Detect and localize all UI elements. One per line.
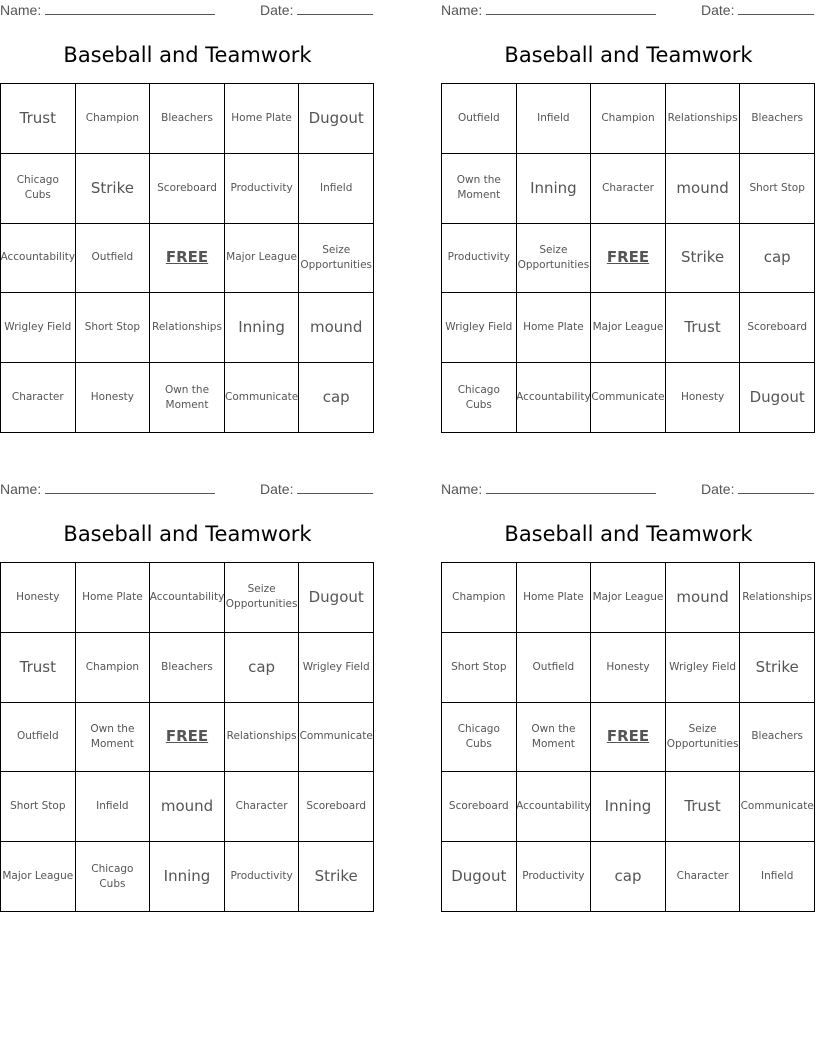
bingo-cell[interactable]: Wrigley Field <box>442 293 517 363</box>
bingo-cell[interactable]: Major League <box>591 563 666 633</box>
bingo-cell[interactable]: Home Plate <box>517 563 592 633</box>
bingo-cell[interactable]: Outfield <box>517 633 592 703</box>
name-label: Name: <box>441 2 483 18</box>
bingo-cell[interactable]: cap <box>740 224 815 294</box>
bingo-cell[interactable]: Honesty <box>666 363 741 433</box>
name-label: Name: <box>441 481 483 497</box>
bingo-cell[interactable]: Own the Moment <box>517 703 592 773</box>
bingo-cell[interactable]: Communicate <box>740 772 815 842</box>
bingo-cell[interactable]: Dugout <box>299 84 374 154</box>
bingo-cell[interactable]: Bleachers <box>150 84 225 154</box>
bingo-cell[interactable]: Scoreboard <box>740 293 815 363</box>
bingo-cell[interactable]: Trust <box>666 772 741 842</box>
card-header <box>0 0 375 22</box>
date-field <box>701 2 814 18</box>
bingo-cell[interactable]: Champion <box>442 563 517 633</box>
bingo-cell[interactable]: Scoreboard <box>299 772 374 842</box>
bingo-cell[interactable]: Short Stop <box>442 633 517 703</box>
free-space-cell[interactable]: FREE <box>150 224 225 294</box>
free-space-cell[interactable]: FREE <box>591 224 666 294</box>
name-field <box>0 2 215 18</box>
bingo-cell[interactable]: Outfield <box>442 84 517 154</box>
bingo-cell[interactable]: Communicate <box>225 363 300 433</box>
bingo-cell[interactable]: Own the Moment <box>150 363 225 433</box>
bingo-cell[interactable]: Strike <box>76 154 151 224</box>
bingo-card <box>441 479 816 919</box>
bingo-cell[interactable]: mound <box>666 154 741 224</box>
bingo-cell[interactable]: Chicago Cubs <box>442 363 517 433</box>
bingo-cell[interactable]: Seize Opportunities <box>666 703 741 773</box>
bingo-card <box>0 479 375 919</box>
bingo-cell[interactable]: Own the Moment <box>442 154 517 224</box>
bingo-cell[interactable]: Short Stop <box>76 293 151 363</box>
bingo-cell[interactable]: Honesty <box>1 563 76 633</box>
bingo-cell[interactable]: Accountability <box>517 772 592 842</box>
bingo-cell[interactable]: Short Stop <box>1 772 76 842</box>
card-header <box>0 479 375 501</box>
bingo-cell[interactable]: Major League <box>225 224 300 294</box>
bingo-cell[interactable]: Outfield <box>1 703 76 773</box>
bingo-cell[interactable]: Champion <box>591 84 666 154</box>
date-field <box>260 2 373 18</box>
bingo-cell[interactable]: Wrigley Field <box>299 633 374 703</box>
bingo-card <box>0 0 375 440</box>
date-label: Date: <box>260 481 294 497</box>
bingo-cell[interactable]: Productivity <box>517 842 592 912</box>
bingo-cell[interactable]: cap <box>299 363 374 433</box>
bingo-cell[interactable]: Character <box>225 772 300 842</box>
bingo-cell[interactable]: Accountability <box>517 363 592 433</box>
bingo-cell[interactable]: Seize Opportunities <box>225 563 300 633</box>
card-title: Baseball and Teamwork <box>504 522 753 546</box>
date-field <box>260 481 373 497</box>
bingo-cell[interactable]: Seize Opportunities <box>299 224 374 294</box>
bingo-card <box>441 0 816 440</box>
name-label: Name: <box>0 481 42 497</box>
bingo-cell[interactable]: cap <box>591 842 666 912</box>
bingo-cell[interactable]: Dugout <box>442 842 517 912</box>
bingo-cell[interactable]: Wrigley Field <box>666 633 741 703</box>
bingo-cell[interactable]: Honesty <box>591 633 666 703</box>
name-field <box>441 481 656 497</box>
date-blank-line[interactable] <box>738 2 814 15</box>
bingo-cell[interactable]: Champion <box>76 84 151 154</box>
bingo-cell[interactable]: Chicago Cubs <box>76 842 151 912</box>
bingo-grid <box>0 562 374 912</box>
bingo-cell[interactable]: Own the Moment <box>76 703 151 773</box>
bingo-cell[interactable]: Communicate <box>299 703 374 773</box>
free-space-cell[interactable]: FREE <box>591 703 666 773</box>
bingo-cell[interactable]: Home Plate <box>517 293 592 363</box>
bingo-cell[interactable]: Dugout <box>299 563 374 633</box>
bingo-grid <box>441 562 815 912</box>
bingo-cell[interactable]: Short Stop <box>740 154 815 224</box>
bingo-cell[interactable]: cap <box>225 633 300 703</box>
date-label: Date: <box>701 481 735 497</box>
bingo-cell[interactable]: Infield <box>299 154 374 224</box>
bingo-cell[interactable]: Strike <box>740 633 815 703</box>
date-blank-line[interactable] <box>738 481 814 494</box>
date-label: Date: <box>260 2 294 18</box>
bingo-cell[interactable]: Dugout <box>740 363 815 433</box>
bingo-cell[interactable]: Trust <box>666 293 741 363</box>
bingo-grid <box>0 83 374 433</box>
name-field <box>441 2 656 18</box>
bingo-cell[interactable]: Productivity <box>225 154 300 224</box>
name-label: Name: <box>0 2 42 18</box>
bingo-cell[interactable]: Relationships <box>225 703 300 773</box>
card-header <box>441 0 816 22</box>
bingo-cell[interactable]: Character <box>1 363 76 433</box>
bingo-cell[interactable]: Accountability <box>1 224 76 294</box>
bingo-cell[interactable]: Strike <box>299 842 374 912</box>
bingo-cell[interactable]: Relationships <box>150 293 225 363</box>
date-blank-line[interactable] <box>297 2 373 15</box>
bingo-cell[interactable]: Communicate <box>591 363 666 433</box>
bingo-cell[interactable]: Trust <box>1 633 76 703</box>
bingo-cell[interactable]: Inning <box>225 293 300 363</box>
bingo-cell[interactable]: Trust <box>1 84 76 154</box>
bingo-cell[interactable]: mound <box>299 293 374 363</box>
name-blank-line[interactable] <box>486 2 656 15</box>
date-field <box>701 481 814 497</box>
bingo-cell[interactable]: mound <box>666 563 741 633</box>
card-title: Baseball and Teamwork <box>63 43 312 67</box>
bingo-cell[interactable]: Infield <box>740 842 815 912</box>
bingo-cell[interactable]: Scoreboard <box>442 772 517 842</box>
bingo-cell[interactable]: Wrigley Field <box>1 293 76 363</box>
bingo-cell[interactable]: Chicago Cubs <box>1 154 76 224</box>
bingo-cell[interactable]: Outfield <box>76 224 151 294</box>
bingo-cell[interactable]: Character <box>591 154 666 224</box>
free-space-cell[interactable]: FREE <box>150 703 225 773</box>
name-blank-line[interactable] <box>45 481 215 494</box>
bingo-cell[interactable]: Inning <box>150 842 225 912</box>
bingo-cell[interactable]: mound <box>150 772 225 842</box>
date-blank-line[interactable] <box>297 481 373 494</box>
name-field <box>0 481 215 497</box>
bingo-cell[interactable]: Infield <box>517 84 592 154</box>
bingo-cell[interactable]: Major League <box>1 842 76 912</box>
bingo-cell[interactable]: Inning <box>591 772 666 842</box>
bingo-cell[interactable]: Bleachers <box>150 633 225 703</box>
bingo-cell[interactable]: Productivity <box>225 842 300 912</box>
card-header <box>441 479 816 501</box>
bingo-cell[interactable]: Productivity <box>442 224 517 294</box>
bingo-cell[interactable]: Strike <box>666 224 741 294</box>
bingo-cell[interactable]: Scoreboard <box>150 154 225 224</box>
bingo-cell[interactable]: Relationships <box>740 563 815 633</box>
name-blank-line[interactable] <box>45 2 215 15</box>
bingo-cell[interactable]: Relationships <box>666 84 741 154</box>
bingo-cell[interactable]: Accountability <box>150 563 225 633</box>
bingo-cell[interactable]: Chicago Cubs <box>442 703 517 773</box>
name-blank-line[interactable] <box>486 481 656 494</box>
card-title: Baseball and Teamwork <box>504 43 753 67</box>
card-title: Baseball and Teamwork <box>63 522 312 546</box>
bingo-cell[interactable]: Bleachers <box>740 703 815 773</box>
date-label: Date: <box>701 2 735 18</box>
bingo-cell[interactable]: Infield <box>76 772 151 842</box>
bingo-cell[interactable]: Major League <box>591 293 666 363</box>
bingo-cell[interactable]: Character <box>666 842 741 912</box>
bingo-grid <box>441 83 815 433</box>
bingo-cell[interactable]: Home Plate <box>225 84 300 154</box>
bingo-cell[interactable]: Honesty <box>76 363 151 433</box>
bingo-cell[interactable]: Home Plate <box>76 563 151 633</box>
bingo-cell[interactable]: Inning <box>517 154 592 224</box>
bingo-cell[interactable]: Bleachers <box>740 84 815 154</box>
bingo-cell[interactable]: Seize Opportunities <box>517 224 592 294</box>
bingo-cell[interactable]: Champion <box>76 633 151 703</box>
